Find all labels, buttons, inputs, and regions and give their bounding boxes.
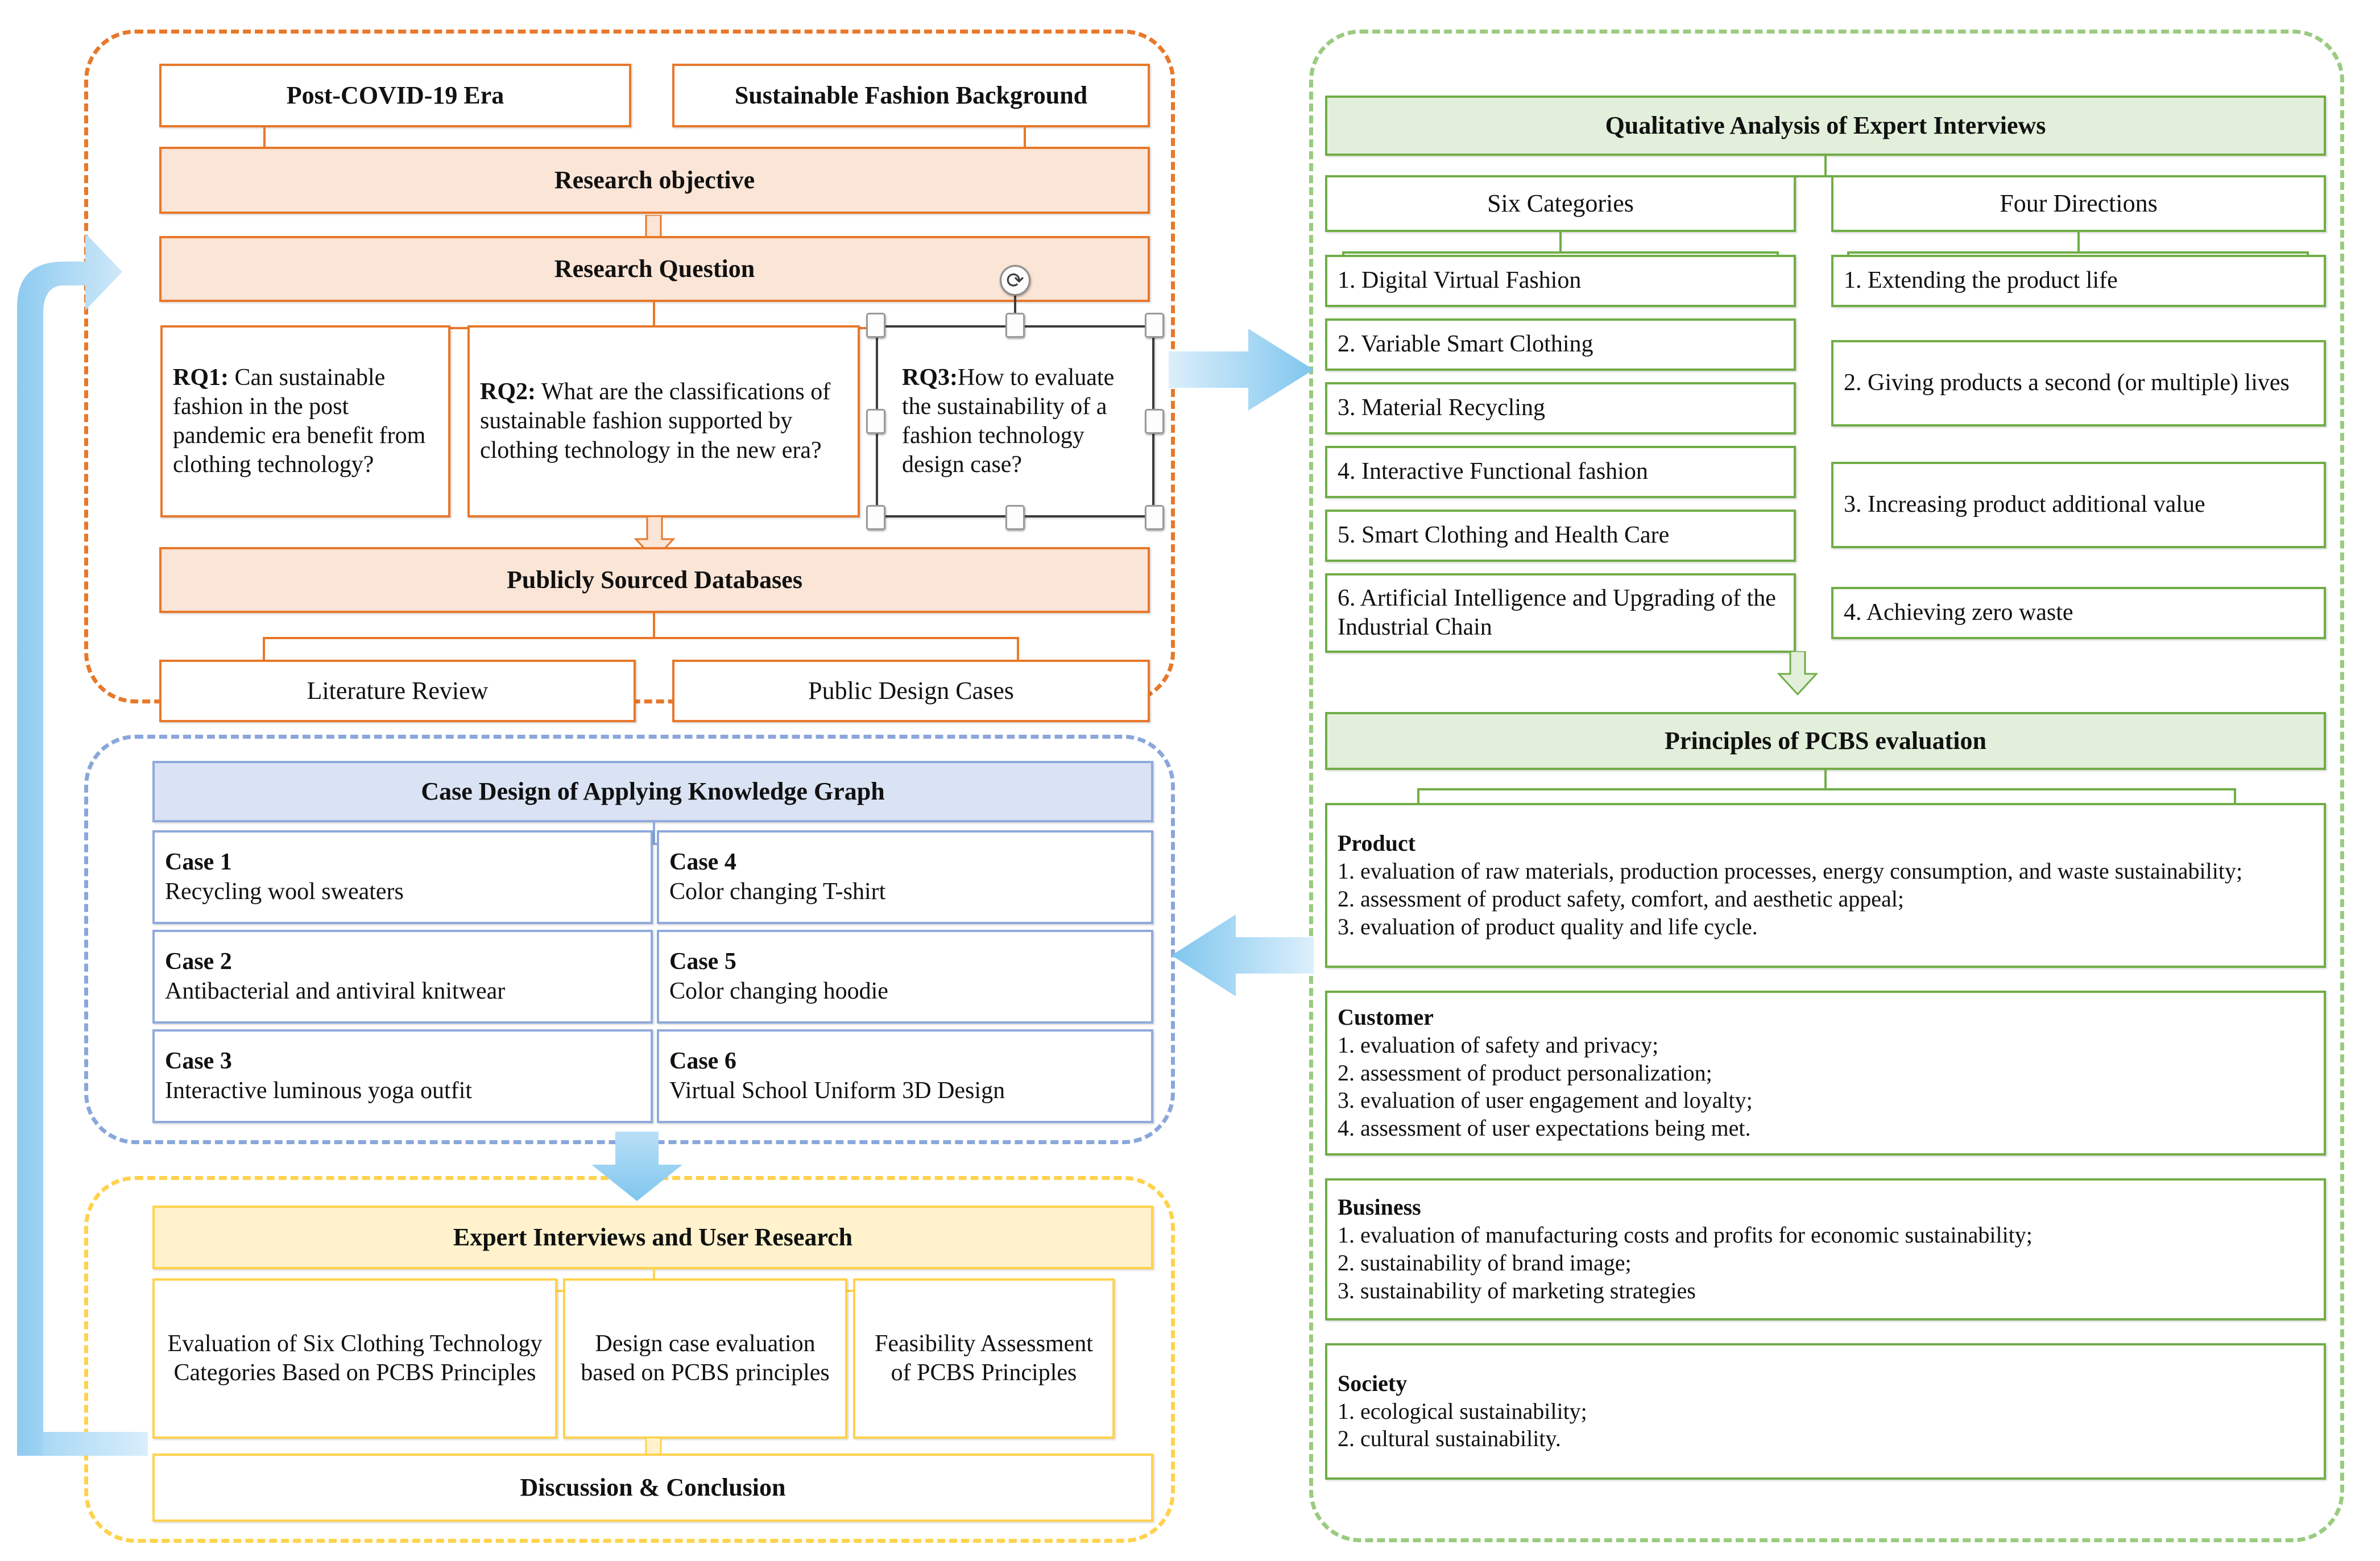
arrow-to-pcbs — [1775, 651, 1820, 695]
pcbs-line: 2. assessment of product safety, comfort, and aesthetic appeal; — [1338, 886, 1904, 912]
node-label: Principles of PCBS evaluation — [1665, 727, 1986, 755]
node-rq2[interactable] — [467, 325, 860, 517]
pcbs-line: 2. sustainability of brand image; — [1338, 1250, 1632, 1276]
resize-handle-middle-left[interactable] — [866, 409, 885, 434]
pcbs-title: Business — [1338, 1194, 1421, 1220]
resize-handle-bottom-right[interactable] — [1145, 505, 1164, 530]
connector — [653, 613, 655, 639]
node-feasibility-assessment[interactable] — [853, 1278, 1115, 1439]
case-number: Case 3 — [165, 1048, 232, 1075]
node-label: Research Question — [554, 255, 755, 283]
node-public-design-cases[interactable] — [672, 660, 1150, 722]
node-literature-review[interactable] — [159, 660, 636, 722]
node-label — [1327, 1004, 2324, 1142]
case-title: Antibacterial and antiviral knitwear — [165, 978, 506, 1004]
node-pcbs-header[interactable] — [1325, 712, 2326, 770]
node-direction-1[interactable] — [1831, 255, 2326, 307]
case-title: Virtual School Uniform 3D Design — [669, 1077, 1005, 1104]
node-post-covid-era[interactable] — [159, 64, 631, 127]
flow-arrow-left — [1169, 910, 1317, 1001]
node-label: Discussion & Conclusion — [520, 1473, 786, 1502]
node-label: 2. Giving products a second (or multiple) lives — [1844, 370, 2290, 396]
node-sustainable-fashion-background[interactable] — [672, 64, 1150, 127]
node-label — [155, 848, 651, 906]
node-case-design-header[interactable] — [152, 761, 1153, 822]
node-label: Public Design Cases — [808, 677, 1014, 705]
case-title: Color changing T-shirt — [669, 878, 886, 905]
node-label: Qualitative Analysis of Expert Interviews — [1605, 111, 2046, 140]
rotate-handle[interactable] — [1000, 265, 1030, 296]
node-label: 3. Increasing product additional value — [1844, 491, 2205, 518]
connector — [2077, 232, 2080, 254]
flow-arrow-down — [580, 1132, 694, 1203]
node-case-2[interactable] — [152, 930, 653, 1024]
node-design-case-evaluation[interactable] — [563, 1278, 847, 1439]
node-research-question[interactable] — [159, 236, 1150, 302]
connector — [1824, 156, 1827, 177]
node-qualitative-analysis-header[interactable] — [1325, 96, 2326, 156]
node-publicly-sourced-databases[interactable] — [159, 547, 1150, 613]
node-category-2[interactable] — [1325, 318, 1796, 371]
node-label — [659, 1047, 1151, 1105]
node-label — [659, 848, 1151, 906]
pcbs-line: 2. assessment of product personalization; — [1338, 1059, 1712, 1086]
node-category-4[interactable] — [1325, 446, 1796, 498]
pcbs-line: 1. evaluation of safety and privacy; — [1338, 1032, 1659, 1058]
pcbs-title: Customer — [1338, 1004, 1434, 1030]
rq2-tag: RQ2: — [480, 379, 536, 405]
node-label: Research objective — [554, 166, 755, 194]
node-label: Sustainable Fashion Background — [734, 81, 1088, 110]
node-pcbs-society[interactable] — [1325, 1343, 2326, 1480]
node-label: Four Directions — [2000, 189, 2158, 218]
pcbs-line: 3. sustainability of marketing strategies — [1338, 1277, 1696, 1303]
flow-arrow-right — [1169, 324, 1317, 415]
connector — [263, 637, 265, 662]
node-direction-2[interactable] — [1831, 340, 2326, 427]
node-label — [155, 947, 651, 1005]
rq1-tag: RQ1: — [173, 364, 229, 391]
rq3-text: How to evaluate the sustainability of a fashion technology design case? — [902, 364, 1115, 478]
node-label: Design case evaluation based on PCBS principles — [581, 1330, 830, 1386]
pcbs-line: 4. assessment of user expectations being met. — [1338, 1115, 1751, 1141]
case-number: Case 2 — [165, 949, 232, 975]
node-case-6[interactable] — [657, 1029, 1153, 1123]
connector — [263, 637, 1019, 639]
connector — [1847, 251, 2309, 254]
node-label: Case Design of Applying Knowledge Graph — [421, 777, 885, 806]
node-research-objective[interactable] — [159, 147, 1150, 214]
rq3-tag: RQ3: — [902, 364, 958, 391]
case-number: Case 1 — [165, 849, 232, 876]
node-label: Feasibility Assessment of PCBS Principles — [875, 1330, 1093, 1386]
node-label: Evaluation of Six Clothing Technology Categories Based on PCBS Principles — [167, 1330, 543, 1386]
node-label — [878, 363, 1152, 480]
rq1-text: Can sustainable fashion in the post pandemic era benefit from clothing technology? — [173, 364, 426, 478]
connector — [1017, 637, 1019, 662]
node-label: 4. Interactive Functional fashion — [1338, 458, 1648, 485]
node-category-3[interactable] — [1325, 382, 1796, 434]
resize-handle-top-right[interactable] — [1145, 313, 1164, 338]
case-number: Case 4 — [669, 849, 736, 876]
node-pcbs-business[interactable] — [1325, 1178, 2326, 1320]
node-evaluation-six-categories[interactable] — [152, 1278, 557, 1439]
pcbs-line: 1. evaluation of raw materials, production processes, energy consumption, and waste sustainability; — [1338, 858, 2243, 884]
node-direction-4[interactable] — [1831, 587, 2326, 639]
node-case-1[interactable] — [152, 830, 653, 924]
connector — [653, 822, 655, 845]
case-title: Interactive luminous yoga outfit — [165, 1077, 473, 1104]
node-label — [163, 363, 448, 480]
node-label: 1. Extending the product life — [1844, 267, 2118, 294]
node-case-3[interactable] — [152, 1029, 653, 1123]
resize-handle-bottom-center[interactable] — [1005, 505, 1025, 530]
node-label: 3. Material Recycling — [1338, 395, 1546, 421]
pcbs-line: 3. evaluation of user engagement and loyalty; — [1338, 1087, 1753, 1113]
node-pcbs-product[interactable] — [1325, 803, 2326, 968]
rq2-text: What are the classifications of sustainable fashion supported by clothing technology in the new era? — [480, 379, 831, 463]
rotate-icon: ⟳ — [1006, 268, 1024, 293]
node-label: 4. Achieving zero waste — [1844, 599, 2073, 626]
node-category-1[interactable] — [1325, 255, 1796, 307]
feedback-loop-arrow — [0, 227, 171, 1479]
node-rq3[interactable] — [876, 325, 1154, 517]
node-label: Post-COVID-19 Era — [286, 81, 504, 110]
case-title: Recycling wool sweaters — [165, 878, 404, 905]
node-label: 2. Variable Smart Clothing — [1338, 331, 1593, 358]
resize-handle-top-center[interactable] — [1005, 313, 1025, 338]
case-title: Color changing hoodie — [669, 978, 888, 1004]
node-label: Publicly Sourced Databases — [507, 566, 802, 594]
node-label: Six Categories — [1487, 189, 1634, 218]
node-six-categories-header[interactable] — [1325, 175, 1796, 232]
node-category-6[interactable] — [1325, 573, 1796, 653]
resize-handle-top-left[interactable] — [866, 313, 885, 338]
node-discussion-conclusion[interactable] — [152, 1454, 1153, 1522]
pcbs-line: 1. ecological sustainability; — [1338, 1398, 1587, 1424]
node-label: Expert Interviews and User Research — [453, 1223, 853, 1252]
node-label: Literature Review — [307, 677, 489, 705]
node-label — [1327, 1370, 2324, 1453]
node-label — [659, 947, 1151, 1005]
node-label: 1. Digital Virtual Fashion — [1338, 267, 1582, 294]
connector — [1417, 788, 2236, 790]
case-number: Case 5 — [669, 949, 736, 975]
node-direction-3[interactable] — [1831, 462, 2326, 548]
pcbs-line: 3. evaluation of product quality and life cycle. — [1338, 913, 1758, 939]
connector — [1824, 770, 1827, 790]
node-label — [1327, 830, 2324, 941]
connector — [1342, 251, 1779, 254]
node-label: 6. Artificial Intelligence and Upgrading of the Industrial Chain — [1338, 585, 1776, 640]
case-number: Case 6 — [669, 1048, 736, 1075]
pcbs-title: Product — [1338, 830, 1416, 856]
connector — [1559, 232, 1562, 254]
node-expert-interviews-header[interactable] — [152, 1206, 1153, 1269]
node-rq1[interactable] — [160, 325, 450, 517]
node-case-5[interactable] — [657, 930, 1153, 1024]
pcbs-title: Society — [1338, 1370, 1408, 1396]
node-label: 5. Smart Clothing and Health Care — [1338, 522, 1670, 549]
node-label — [470, 378, 858, 465]
pcbs-line: 2. cultural sustainability. — [1338, 1426, 1561, 1452]
node-case-4[interactable] — [657, 830, 1153, 924]
node-pcbs-customer[interactable] — [1325, 991, 2326, 1156]
node-category-5[interactable] — [1325, 510, 1796, 562]
resize-handle-bottom-left[interactable] — [866, 505, 885, 530]
node-four-directions-header[interactable] — [1831, 175, 2326, 232]
resize-handle-middle-right[interactable] — [1145, 409, 1164, 434]
pcbs-line: 1. evaluation of manufacturing costs and profits for economic sustainability; — [1338, 1222, 2033, 1248]
node-label — [155, 1047, 651, 1105]
node-label — [1327, 1194, 2324, 1305]
